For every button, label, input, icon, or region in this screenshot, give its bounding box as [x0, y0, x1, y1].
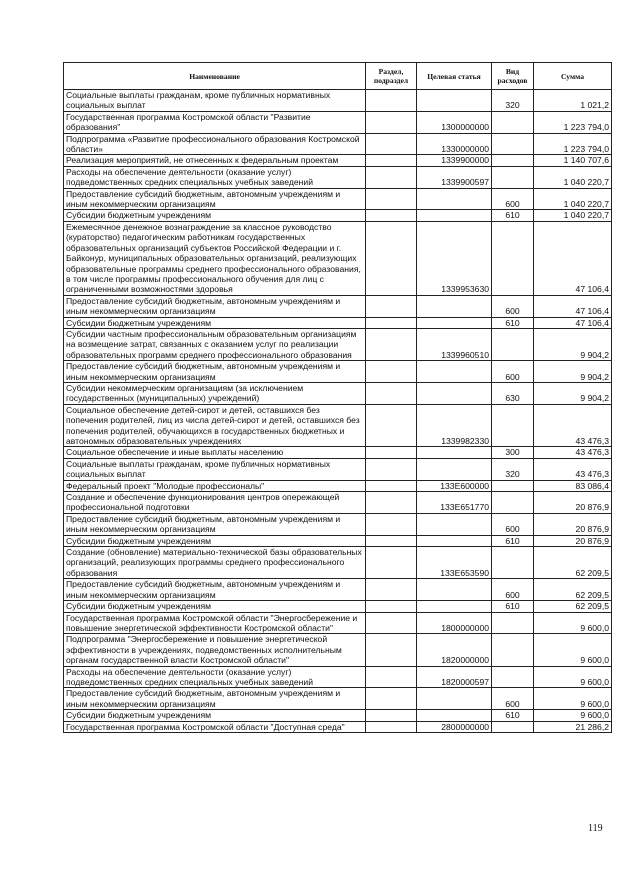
header-target: Целевая статья: [417, 63, 492, 90]
row-type: [492, 155, 534, 166]
row-type: [492, 612, 534, 634]
row-sum: 9 600,0: [534, 666, 612, 688]
row-target: 133E600000: [417, 480, 492, 491]
row-name: Расходы на обеспечение деятельности (оказание услуг) подведомственных средних специальных учебных заведений: [64, 166, 366, 188]
table-row: [64, 535, 612, 546]
table-row: [64, 382, 612, 404]
row-name: Подпрограмма «Развитие профессионального образования Костромской области»: [64, 133, 366, 155]
row-type: [492, 404, 534, 447]
row-name: Субсидии бюджетным учреждениям: [64, 317, 366, 328]
row-name: Субсидии бюджетным учреждениям: [64, 535, 366, 546]
table-row: [64, 666, 612, 688]
row-section: [366, 166, 417, 188]
row-name: Предоставление субсидий бюджетным, автономным учреждениям и иным некоммерческим организациям: [64, 295, 366, 317]
table-row: [64, 710, 612, 721]
row-type: 600: [492, 688, 534, 710]
row-name: Социальное обеспечение детей-сирот и детей, оставшихся без попечения родителей, лиц из числа детей-сирот и детей, оставшихся без попечения родителей, обучающихся в государственных бюджетных и автономных образовательных учреждениях: [64, 404, 366, 447]
table-row: [64, 361, 612, 383]
row-section: [366, 447, 417, 458]
row-section: [366, 710, 417, 721]
row-sum: 47 106,4: [534, 317, 612, 328]
row-target: [417, 210, 492, 221]
row-type: 610: [492, 317, 534, 328]
row-name: Государственная программа Костромской области "Энергосбережение и повышение энергетической эффективности Костромской области": [64, 612, 366, 634]
row-target: [417, 295, 492, 317]
row-section: [366, 492, 417, 514]
table-header-row: [64, 63, 612, 90]
row-target: [417, 688, 492, 710]
row-type: [492, 111, 534, 133]
table-row: [64, 133, 612, 155]
row-type: 600: [492, 361, 534, 383]
row-name: Субсидии бюджетным учреждениям: [64, 710, 366, 721]
row-name: Субсидии бюджетным учреждениям: [64, 210, 366, 221]
row-name: Создание и обеспечение функционирования центров опережающей профессиональной подготовки: [64, 492, 366, 514]
row-type: 300: [492, 447, 534, 458]
row-type: [492, 133, 534, 155]
table-body: [64, 90, 612, 733]
row-sum: 21 286,2: [534, 721, 612, 732]
row-type: [492, 480, 534, 491]
row-target: 1339900000: [417, 155, 492, 166]
row-sum: 62 209,5: [534, 547, 612, 579]
row-sum: 1 223 794,0: [534, 111, 612, 133]
table-row: [64, 447, 612, 458]
table-row: [64, 612, 612, 634]
row-target: [417, 188, 492, 210]
row-target: [417, 90, 492, 112]
row-sum: 9 600,0: [534, 710, 612, 721]
row-sum: 1 040 220,7: [534, 210, 612, 221]
row-sum: 9 600,0: [534, 634, 612, 666]
row-sum: 43 476,3: [534, 447, 612, 458]
row-target: 1820000000: [417, 634, 492, 666]
table-row: [64, 328, 612, 360]
header-sum: Сумма: [534, 63, 612, 90]
table-row: [64, 601, 612, 612]
row-target: 1339900597: [417, 166, 492, 188]
table-row: [64, 90, 612, 112]
row-name: Предоставление субсидий бюджетным, автономным учреждениям и иным некоммерческим организациям: [64, 688, 366, 710]
row-section: [366, 133, 417, 155]
table-row: [64, 547, 612, 579]
row-section: [366, 666, 417, 688]
table-row: [64, 404, 612, 447]
row-type: 600: [492, 295, 534, 317]
row-section: [366, 404, 417, 447]
row-section: [366, 317, 417, 328]
header-type: Вид расходов: [492, 63, 534, 90]
row-type: 630: [492, 382, 534, 404]
table-row: [64, 166, 612, 188]
row-type: 600: [492, 579, 534, 601]
row-sum: 9 904,2: [534, 361, 612, 383]
row-target: [417, 579, 492, 601]
row-section: [366, 535, 417, 546]
row-target: 1339960510: [417, 328, 492, 360]
row-sum: 9 904,2: [534, 382, 612, 404]
table-row: [64, 721, 612, 732]
row-type: 600: [492, 188, 534, 210]
row-name: Ежемесячное денежное вознаграждение за классное руководство (кураторство) педагогическим работникам государственных образовательных организаций субъектов Российской Федерации и г. Байконур, муниципальных образовательных организаций, реализующих образовательные программы среднего профессионального образования, в том числе программы профессионального обучения для лиц с ограниченными возможностями здоровья: [64, 221, 366, 295]
table-row: [64, 688, 612, 710]
row-sum: 9 600,0: [534, 612, 612, 634]
row-target: [417, 535, 492, 546]
row-name: Предоставление субсидий бюджетным, автономным учреждениям и иным некоммерческим организациям: [64, 513, 366, 535]
row-type: [492, 328, 534, 360]
row-name: Федеральный проект "Молодые профессионалы": [64, 480, 366, 491]
table-row: [64, 492, 612, 514]
row-name: Субсидии некоммерческим организациям (за исключением государственных (муниципальных) учреждений): [64, 382, 366, 404]
row-type: [492, 634, 534, 666]
row-name: Создание (обновление) материально-технической базы образовательных организаций, реализующих программы среднего профессионального образования: [64, 547, 366, 579]
row-section: [366, 361, 417, 383]
row-section: [366, 295, 417, 317]
row-sum: 1 223 794,0: [534, 133, 612, 155]
row-sum: 62 209,5: [534, 579, 612, 601]
row-type: [492, 547, 534, 579]
row-target: [417, 361, 492, 383]
row-type: [492, 666, 534, 688]
row-target: 133E651770: [417, 492, 492, 514]
row-section: [366, 634, 417, 666]
row-name: Подпрограмма "Энергосбережение и повышение энергетической эффективности в учреждениях, подведомственных исполнительным органам государственной власти Костромской области": [64, 634, 366, 666]
table-row: [64, 458, 612, 480]
row-target: [417, 317, 492, 328]
row-type: [492, 166, 534, 188]
row-sum: 1 040 220,7: [534, 188, 612, 210]
row-section: [366, 210, 417, 221]
header-section: Раздел, подраздел: [366, 63, 417, 90]
row-sum: 9 904,2: [534, 328, 612, 360]
row-type: [492, 492, 534, 514]
row-name: Государственная программа Костромской области "Доступная среда": [64, 721, 366, 732]
row-sum: 20 876,9: [534, 535, 612, 546]
row-section: [366, 221, 417, 295]
page-number: 119: [588, 823, 603, 834]
row-type: 610: [492, 210, 534, 221]
table-row: [64, 579, 612, 601]
table-row: [64, 295, 612, 317]
row-target: 1800000000: [417, 612, 492, 634]
table-row: [64, 221, 612, 295]
row-section: [366, 111, 417, 133]
row-target: [417, 710, 492, 721]
table-row: [64, 210, 612, 221]
row-name: Субсидии частным профессиональным образовательным организациям на возмещение затрат, связанных с оказанием услуг по реализации образовательных программ среднего профессионального образования: [64, 328, 366, 360]
row-type: 320: [492, 90, 534, 112]
row-sum: 47 106,4: [534, 295, 612, 317]
row-name: Предоставление субсидий бюджетным, автономным учреждениям и иным некоммерческим организациям: [64, 579, 366, 601]
row-section: [366, 601, 417, 612]
row-target: 1339953630: [417, 221, 492, 295]
row-target: 1330000000: [417, 133, 492, 155]
row-section: [366, 90, 417, 112]
table-row: [64, 634, 612, 666]
row-section: [366, 688, 417, 710]
header-name: Наименование: [64, 63, 366, 90]
row-section: [366, 328, 417, 360]
row-target: [417, 382, 492, 404]
row-target: 2800000000: [417, 721, 492, 732]
row-name: Субсидии бюджетным учреждениям: [64, 601, 366, 612]
row-name: Предоставление субсидий бюджетным, автономным учреждениям и иным некоммерческим организациям: [64, 188, 366, 210]
table-row: [64, 317, 612, 328]
row-target: [417, 458, 492, 480]
row-section: [366, 382, 417, 404]
row-type: 600: [492, 513, 534, 535]
row-section: [366, 458, 417, 480]
row-type: [492, 221, 534, 295]
row-name: Социальные выплаты гражданам, кроме публичных нормативных социальных выплат: [64, 458, 366, 480]
row-section: [366, 188, 417, 210]
row-section: [366, 513, 417, 535]
row-sum: 9 600,0: [534, 688, 612, 710]
row-section: [366, 721, 417, 732]
table-row: [64, 188, 612, 210]
row-section: [366, 155, 417, 166]
row-section: [366, 612, 417, 634]
row-sum: 20 876,9: [534, 492, 612, 514]
row-type: 610: [492, 601, 534, 612]
table-row: [64, 513, 612, 535]
row-name: Реализация мероприятий, не отнесенных к федеральным проектам: [64, 155, 366, 166]
row-name: Предоставление субсидий бюджетным, автономным учреждениям и иным некоммерческим организациям: [64, 361, 366, 383]
row-target: [417, 601, 492, 612]
row-target: 1820000597: [417, 666, 492, 688]
table-row: [64, 111, 612, 133]
row-type: 320: [492, 458, 534, 480]
row-section: [366, 579, 417, 601]
row-target: 133E653590: [417, 547, 492, 579]
row-type: [492, 721, 534, 732]
row-sum: 1 140 707,6: [534, 155, 612, 166]
row-name: Социальные выплаты гражданам, кроме публичных нормативных социальных выплат: [64, 90, 366, 112]
row-section: [366, 480, 417, 491]
row-sum: 83 086,4: [534, 480, 612, 491]
row-sum: 1 021,2: [534, 90, 612, 112]
row-target: 1339982330: [417, 404, 492, 447]
row-name: Государственная программа Костромской области "Развитие образования": [64, 111, 366, 133]
table-row: [64, 155, 612, 166]
table-row: [64, 480, 612, 491]
row-section: [366, 547, 417, 579]
budget-table: [63, 62, 612, 733]
row-target: [417, 447, 492, 458]
row-type: 610: [492, 535, 534, 546]
row-type: 610: [492, 710, 534, 721]
row-sum: 62 209,5: [534, 601, 612, 612]
row-sum: 20 876,9: [534, 513, 612, 535]
row-sum: 43 476,3: [534, 458, 612, 480]
row-target: [417, 513, 492, 535]
row-name: Расходы на обеспечение деятельности (оказание услуг) подведомственных средних специальных учебных заведений: [64, 666, 366, 688]
row-sum: 1 040 220,7: [534, 166, 612, 188]
row-target: 1300000000: [417, 111, 492, 133]
row-sum: 43 476,3: [534, 404, 612, 447]
row-sum: 47 106,4: [534, 221, 612, 295]
row-name: Социальное обеспечение и иные выплаты населению: [64, 447, 366, 458]
